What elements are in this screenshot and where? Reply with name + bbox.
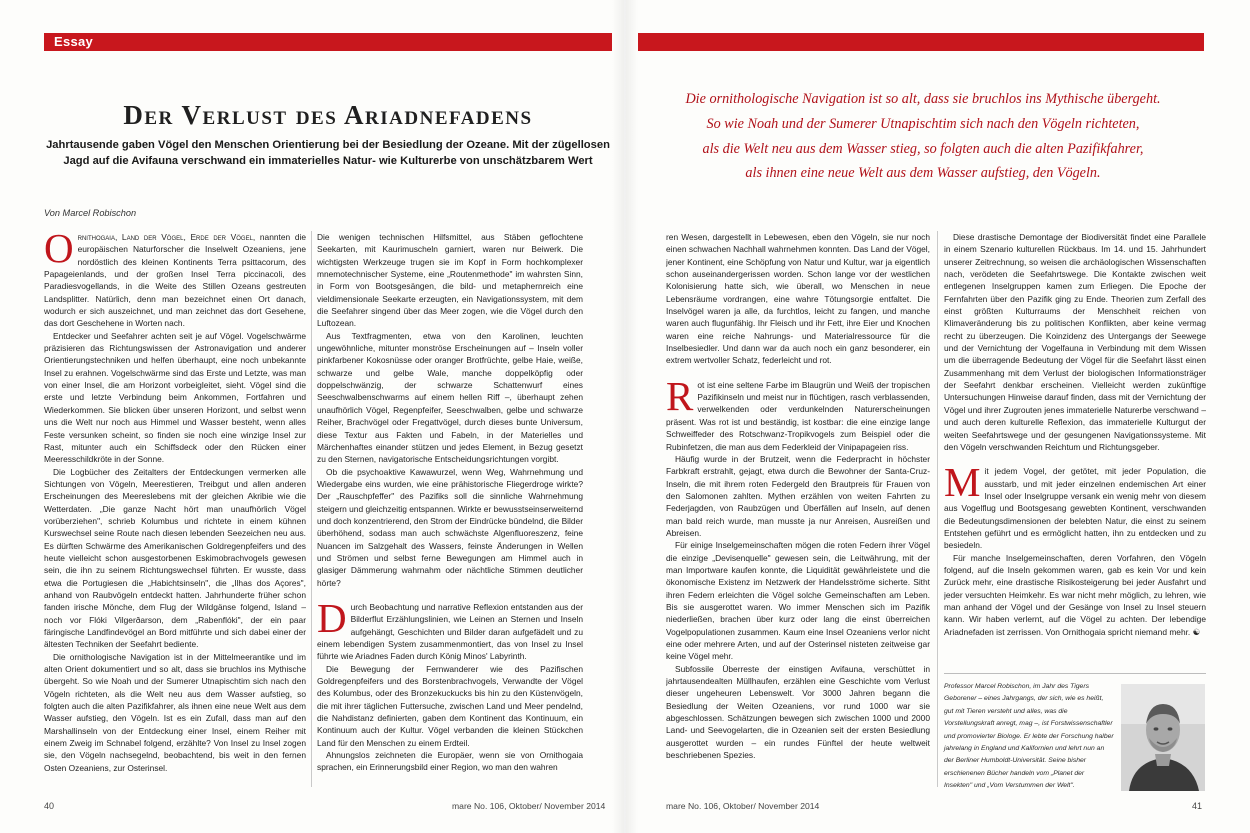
- paragraph: Ob die psychoaktive Kawawurzel, wenn Weg, Wahrnehmung und Wiedergabe eins wurden, wie eine prähistorische Fliegerdroge wirkte? Der „Rauschpfeffer" des Pazifiks soll die sinnliche Wahrnehmung steigern und gleichzeitig entspannen. Wirkte er bewusstseinserweiternd und doch konzentrierend, den Strom der Eindrücke bündelnd, die Bilder überhöhend, sodass man auch schwächste Algenfluoreszenz, feine Nuancen im Salzgehalt des Wassers, feinste Änderungen in Wellen und Strömen und selbst ferne Bewegungen am Himmel auch in glasiger Dämmerung wahrnahm oder nächtliche Stimmen deutlicher hörte?: [317, 466, 583, 588]
- section-label: Essay: [54, 34, 94, 49]
- author-portrait-icon: [1121, 684, 1205, 791]
- paragraph: Die wenigen technischen Hilfsmittel, aus Stäben geflochtene Seekarten, mit Kaurimuscheln garniert, waren nur Beiwerk. Die wichtigsten Werkzeuge trugen sie im Kopf in Form hochkomplexer mnemotechnischer Systeme, eine „Routenmethode" im wahrsten Sinn, in Form von Bootsgesängen, die bild- und metaphernreich eine vieldimensionale Seekarte erzeugten, ein Navigationssystem, mit dem die Seefahrer singend über das Meer zogen, wie die Vögel durch den Luftozean.: [317, 232, 583, 329]
- pull-quote-line: als ihnen eine neue Welt aus dem Wasser aufstieg, den Vögeln.: [745, 165, 1101, 182]
- drop-cap: O: [44, 231, 74, 271]
- end-mark-icon: ☯: [1192, 626, 1201, 637]
- drop-cap: D: [317, 594, 347, 641]
- column-rule: [937, 231, 938, 787]
- subtitle-line: Jahrtausende gaben Vögel den Menschen Orientierung bei der Besiedlung der Ozeane. Mit der zügellosen: [46, 139, 610, 151]
- pull-quote-line: als die Welt neu aus dem Wasser stieg, so folgten auch die alten Pazifikfahrer,: [702, 140, 1144, 157]
- subtitle-line: Jagd auf die Avifauna verschwand ein immaterielles Natur- wie Kulturerbe von unschätzbarem Wert: [63, 155, 593, 167]
- magazine-issue-right: mare No. 106, Oktober/ November 2014: [666, 801, 820, 811]
- paragraph: Die ornithologische Navigation ist in der Mittelmeerantike und im alten Orient dokumentiert und so alt, dass sie bruchlos ins Mythische übergeht. So wie Noah und der Sumerer Utnapischtim sich nach den Vögeln richteten, als die Welt neu aus dem Wasser aufstieg, so folgten auch die alten Pazifikfahrer, als ihnen eine neue Welt aus dem Wasser aufstieg, den Vögeln. Ist es ein Zufall, dass man auf den Marshallinseln von der Entdeckung einer Insel, einem Reiher mit einem Zweig im Schnabel folgend, erzählte? Von Insel zu Insel zogen sie, den Vögeln nachsegelnd, beobachtend, bis weit in den fernen Osten Ozeaniens, zur Osterinsel.: [44, 651, 306, 773]
- pull-quote: [650, 87, 1196, 186]
- article-subtitle: [44, 137, 612, 169]
- paragraph: Häufig wurde in der Brutzeit, wenn die Federpracht in höchster Farbkraft erstrahlt, gejagt, etwa durch die Bewohner der Santa-Cruz-Inseln, die mit ihrem roten Federgeld den Brautpreis für Frauen von den Salomonen zahlten. Mythen erzählen von weiten Fahrten zu Federjagden, von Raubzügen und Überfällen auf Inseln, auf denen man bald reich wurde, man musste ja nur Anreisen, Ausreißen und Abreisen.: [666, 453, 930, 538]
- text-column-1: [44, 231, 306, 789]
- paragraph: Die Bewegung der Fernwanderer wie des Pazifischen Goldregenpfeifers und des Borstenbrachvogels, Verwandte der Vögel des Kolumbus, oder des Bronzekuckucks bis hin zu den Küstenvögeln, die mit ihrer täglichen Futtersuche, zwischen Land und Meer pendelnd, die Nahdistanz definierten, gaben dem Kontinent das Kontinuum, ein Kontinuum auch der Kultur. Vögel verbanden die kleinen Stückchen Land für den Menschen zu einem Erdteil.: [317, 663, 583, 748]
- paragraph: Subfossile Überreste der einstigen Avifauna, verschüttet in jahrtausendealten Müllhaufen, erzählen eine Geschichte vom Verlust dieser ungeheuren Lebenswelt. Vor 3000 Jahren begann die Besiedlung der Weiten Ozeaniens, vor rund 1000 war sie abgeschlossen. Schätzungen bewegen sich zwischen 1000 und 2000 Land- und Seevogelarten, die in Ozeanien seit der ersten Besiedlung ausgerottet wurden – ein rundes Fünftel der heute weltweit beschriebenen Spezies.: [666, 663, 930, 761]
- page-gutter: [612, 0, 638, 833]
- section-bar: [44, 33, 612, 51]
- paragraph: Für einige Inselgemeinschaften mögen die roten Federn ihrer Vögel die einzige „Devisenquelle" gewesen sein, die Leitwährung, mit der man Importware kaufen konnte, die Liquidität gewährleistete und die ökonomische Existenz im Netzwerk der Handelsströme sicherte. Sitht ihren Federn erleichten die Vögel solche Gemeinschaften am Leben. Bis sie ausgerottet waren. Wo immer Menschen sich im Pazifik niederließen, brachen über kurz oder lang die einst überreichen Vogelpopulationen zusammen. Kaum eine Insel Ozeaniens verlor nicht eine oder mehrere Arten, und auf der Osterinsel nisteten zeitweise gar keine Vögel mehr.: [666, 540, 930, 662]
- author-bio: Professor Marcel Robischon, im Jahr des Tigers Geborener – eines Jahrgangs, der sich, wie es heißt, gut mit Tieren versteht und alles, was die Vorstellungskraft anregt, mag –, ist Forstwissenschaftler und promovierter Biologe. Er lebte der Forschung halber jahrelang in England und Kalifornien und lehrt nun an der Berliner Humboldt-Universität. Seine bisher erschienenen Bücher handeln vom „Planet der Insekten" und „Vom Verstummen der Welt".: [944, 683, 1114, 790]
- paragraph: [666, 372, 930, 453]
- paragraph-text: nannten die europäischen Naturforscher die Inselwelt Ozeaniens, jene nordöstlich des kleinen Kontinents Terra psittacorum, des Papageienlands, und der großen Insel Terra piccinacoli, des Paradiesvogellands, in die Weite des Stillen Ozeans gestreuten Landsplitter. Natürlich, denn man bezeichnet einen Ort danach, wodurch er sich auszeichnet, und man zeichnet das dort Gesehene, das dort Geschehene in Worten nach.: [44, 232, 306, 329]
- pull-quote-line: Die ornithologische Navigation ist so alt, dass sie bruchlos ins Mythische übergeht.: [685, 91, 1161, 107]
- magazine-issue-left: mare No. 106, Oktober/ November 2014: [452, 801, 606, 811]
- text-column-4: [944, 231, 1206, 661]
- paragraph: Ahnungslos zeichneten die Europäer, wenn sie von Ornithogaia sprachen, ein Erinnerungsbild einer Region, wo man den wahren: [317, 750, 583, 773]
- page-number-left: 40: [44, 801, 55, 811]
- paragraph: [44, 231, 306, 330]
- paragraph: Entdecker und Seefahrer achten seit je auf Vögel. Vogelschwärme präzisieren das Richtungswissen der Astronavigation und anderer Orientierungstechniken und helfen überhaupt, eine noch unbekannte Insel zu erahnen. Vogelschwärme sind das Erste und Letzte, was man von einer Insel, die am Horizont vorbeigleitet, sieht. Vögel sind die erste und letzte Verbindung beim Ankommen, Fortfahren und Wiederkommen. Sie blicken über unseren Horizont, und selbst wenn uns die Welt nur noch aus Himmel und Wasser besteht, wenn alles Feste versunken scheint, so finden sie noch eine winzige Insel zur Rast, mitunter auch ein Schiffsdeck oder den Rücken einer Meeresschildkröte in der Sonne.: [44, 330, 306, 465]
- pull-quote-line: So wie Noah und der Sumerer Utnapischtim sich nach den Vögeln richteten,: [706, 115, 1140, 132]
- byline: Von Marcel Robischon: [44, 208, 137, 218]
- paragraph: [944, 552, 1206, 638]
- text-column-2: [317, 231, 583, 789]
- paragraph-text: ot ist eine seltene Farbe im Blaugrün und Weiß der tropischen Pazifikinseln und meist nur in flüchtigen, rasch verblassenden, verwelkenden oder verdunkelnden Naturerscheinungen präsent. Was rot ist und beständig, ist kostbar: die eine einzige lange Schweiffeder des Rotschwanz-Tropikvogels zum Beispiel oder die Rubinfetzen, die man aus dem Federkleid der Vinipapageien riss.: [666, 379, 930, 452]
- drop-cap: M: [944, 459, 981, 506]
- paragraph: [317, 594, 583, 663]
- paragraph-text: it jedem Vogel, der getötet, mit jeder Population, die ausstarb, und mit jeder einzelnen endemischen Art einer Insel oder Inselgruppe versank ein wenig mehr von diesem aus Vogelflug und Bootsgesang gewebten Kontinent, verschwanden die Bedeutungsdimensionen der belebten Natur, die einst zu seinem Entstehen geführt und es ermöglicht hatten, ihn zu entdecken und zu besiedeln.: [944, 466, 1206, 551]
- drop-cap: R: [666, 372, 694, 419]
- section-bar-right: [638, 33, 1204, 51]
- text-column-3: [666, 231, 930, 789]
- page-number-right: 41: [1192, 801, 1203, 811]
- article-title: Der Verlust des Ariadnefadens: [123, 100, 533, 130]
- author-bio-box: [944, 673, 1206, 793]
- paragraph: Aus Textfragmenten, etwa von den Karolinen, leuchten ungewöhnliche, mitunter monströse Erscheinungen auf – Inseln voller pinkfarbener Kokosnüsse oder oranger Brotfrüchte, gelbe Haie, weiße, schwarze und gelbe Wale, manche doppelköpfig oder doppelschwänzig, der schwarze Schattenwurf eines Seeschwalbenschwarms auf einem hellen Riff –, überhaupt zehen unaufhörlich Vögel, Regenpfeifer, Seeschwalben, gelbe und schwarze Reiher, Brachvögel oder Fregattvögel, durch dieses bunte Universum, diese Textur aus Fakten und Fabeln, in der Materielles und Märchenhaftes einander stützen und jedes Element, in Bezug gesetzt zu den Sternen, navigatorische Entscheidungsrichtungen vorgibt.: [317, 330, 583, 465]
- paragraph: [944, 459, 1206, 551]
- paragraph: Diese drastische Demontage der Biodiversität findet eine Parallele in einem Szenario kulturellen Rückbaus. Im 14. und 15. Jahrhundert unserer Zeitrechnung, so weisen die archäologischen Wissenschaften nach, verödeten die Seefahrtswege. Die Kontakte zwischen weit entlegenen Inselgruppen kamen zum Erliegen. Die Epoche der Fernfahrten über den Pazifik ging zu Ende. Theorien zum Zerfall des einst größten Kulturraums der Menschheit reichen von Klimaveränderung bis zu politischen Konflikten, aber keine vermag recht zu überzeugen. Die Koinzidenz des Untergangs der Seewege und der Vernichtung der Vogelfauna in Verbindung mit dem Wissen um die überragende Bedeutung der Vögel für die Seefahrt lässt einen Zusammenhang mit dem Verlust der biologischen Informationsträger der Seefahrt denkbar erscheinen. Vielleicht werden zukünftige Untersuchungen Hinweise darauf finden, dass mit der Vernichtung der Vögel und ihrer Zugrouten jenes immaterielle Naturerbe verschwand – und auch deren kulturelle Reflexion, das immaterielle Kulturgut der weiten Seefahrtswege und der gesungenen Navigationssysteme. Mit den Vögeln verschwanden Reichtum und Richtungsgeber.: [944, 232, 1206, 452]
- paragraph: ren Wesen, dargestellt in Lebewesen, eben den Vögeln, sie nur noch einen schwachen Nachhall wahrnehmen konnten. Das Land der Vögel, jener Kontinent, eine Schöpfung von Natur und Kultur, war ja eigentlich schon auseinandergerissen worden. Schon lange vor der westlichen Kolonisierung hatte sich, wie überall, wo Menschen in neue Lebensräume vordrangen, eine wahre Tötungsorgie entfaltet. Die Inselvögel waren ja alle, da furchtlos, leicht zu fangen, und manche waren auch flugunfähig. Ihr Fleisch und ihr Fett, ihre Eier und Knochen waren eine reiche Nahrungs- und Materialressource für die Inselbesiedler. Und dann war da auch noch ein ganz besonderer, ein extrem wertvoller Schatz, federleicht und rot.: [666, 232, 930, 366]
- column-rule: [311, 231, 312, 787]
- paragraph-text: urch Beobachtung und narrative Reflexion entstanden aus der Bilderflut Erzählungslinien, wie Leinen an Sternen und Inseln aufgehängt, Geschichten und Bilder daran aufgefädelt und zu einem lebendigen System zusammenmontiert, das von Insel zu Insel führte wie Ariadnes Faden durch König Minos' Labyrinth.: [317, 601, 583, 662]
- author-photo: [1121, 684, 1205, 791]
- lead-in: rnithogaia, Land der Vögel, Erde der Vögel,: [77, 232, 256, 242]
- paragraph-text: Für manche Inselgemeinschaften, deren Vorfahren, den Vögeln folgend, auf die Inseln gekommen waren, gab es kein Vor und kein Zurück mehr, eine drastische Risikosteigerung bei jeder Ausfahrt und jeder versuchten Heimkehr. Es war nicht mehr möglich, zu lehren, wie man anhand der Vögel und der Gesänge von Insel zu Insel steuern kann. Wir haben verlernt, auf die Vögel zu achten. Der lebendige Ariadnefaden ist zerrissen. Von Ornithogaia spricht niemand mehr.: [944, 552, 1206, 637]
- paragraph: Die Logbücher des Zeitalters der Entdeckungen vermerken alle Sichtungen von Vögeln, Meerestieren, Treibgut und allen anderen Erscheinungen des Meereslebens mit der gleichen Akribie wie die Wetterdaten. „Die ganze Nacht hört man unaufhörlich Vögel vorüberziehen", schrieb Kolumbus und richtete in einem kühnen Kurswechsel seine Route nach diesen lebenden Seezeichen neu aus. Es dürften Schwärme des Amerikanischen Goldregenpfeifers und des heute vielleicht schon ausgestorbenen Eskimobrachvogels gewesen sein, die ihn zu seinem Richtungswechsel führten. Er wusste, dass etwa die Portugiesen die „Habichtsinseln", die „Ilhas dos Açores", anhand von Raubvögeln entdeckt hatten. Jahrhunderte früher schon fanden irische Mönche, dem Flug der Wildgänse folgend, Island – noch vor Flóki Vilgerðarson, dem „Rabenflóki", der ein paar färingische Landfindevögel an Bord mitführte und sich dabei einer der ältesten Techniken der Seefahrt bediente.: [44, 466, 306, 650]
